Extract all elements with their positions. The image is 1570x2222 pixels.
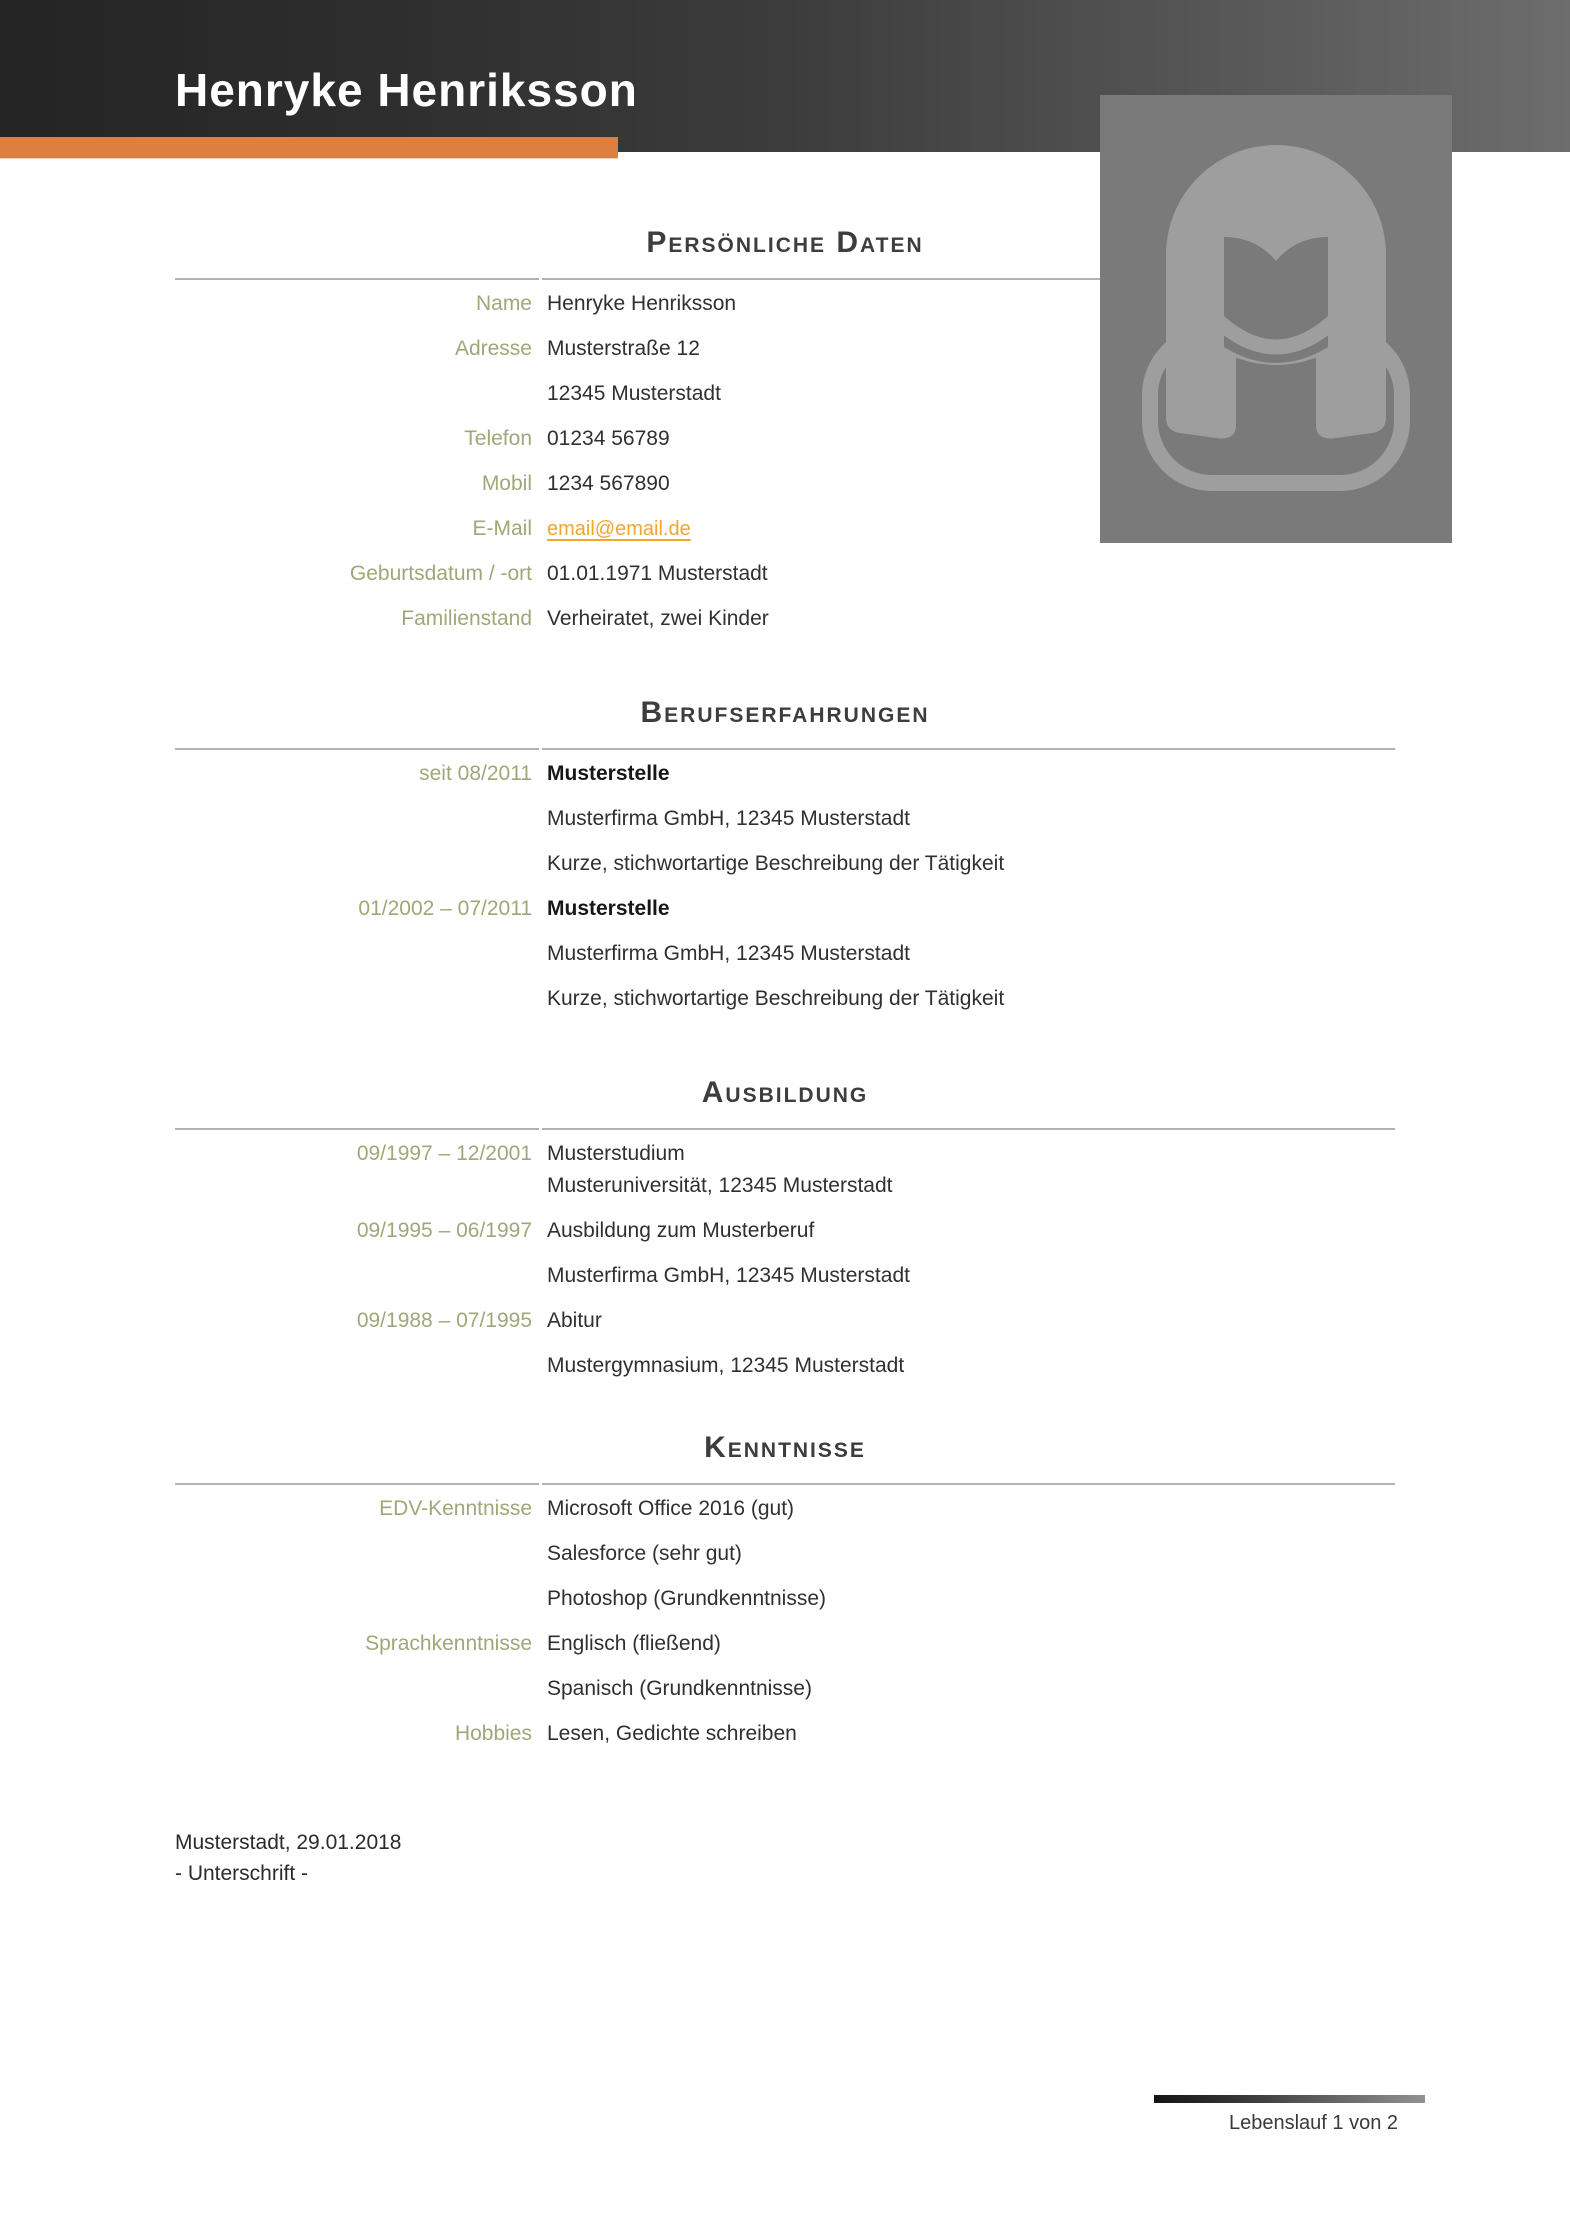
row-geburtsdatum (175, 562, 1395, 586)
row-job-2-company (175, 942, 1395, 966)
education-rows (175, 1142, 1395, 1378)
row-job-1-company (175, 807, 1395, 831)
education-institution: Musteruniversität, 12345 Musterstadt (547, 1174, 893, 1197)
section-title: Kenntnisse (704, 1431, 866, 1464)
row-job-1-description (175, 852, 1395, 876)
row-studium (175, 1142, 1395, 1198)
skill-category (175, 1587, 532, 1611)
date-range: 09/1995 – 06/1997 (356, 1219, 532, 1242)
row-hobbies (175, 1722, 1395, 1746)
section-ausbildung (175, 1078, 1395, 1399)
date-range: seit 08/2011 (419, 762, 532, 785)
field-label: Telefon (464, 427, 532, 450)
section-berufserfahrungen (175, 698, 1395, 1032)
skill-category (175, 1542, 532, 1566)
skill-value: Salesforce (sehr gut) (547, 1542, 742, 1565)
date-range (175, 807, 532, 831)
section-divider (175, 1128, 1395, 1130)
education-title: Ausbildung zum Musterberuf (547, 1219, 815, 1242)
skills-rows (175, 1497, 1395, 1746)
field-value: Henryke Henriksson (547, 292, 737, 315)
date-range: 01/2002 – 07/2011 (358, 897, 532, 920)
signature-place-date: Musterstadt, 29.01.2018 (175, 1831, 402, 1854)
skill-value: Englisch (fließend) (547, 1632, 721, 1655)
field-value: 01.01.1971 Musterstadt (547, 562, 768, 585)
row-ausbildung-firma (175, 1264, 1395, 1288)
job-title: Musterstelle (547, 762, 670, 785)
row-sprachen-1 (175, 1632, 1395, 1656)
photo-placeholder (1100, 95, 1452, 543)
female-portrait-icon (1100, 95, 1452, 543)
row-edv-3 (175, 1587, 1395, 1611)
field-value: Musterstraße 12 (547, 337, 700, 360)
date-range: 09/1997 – 12/2001 (356, 1142, 532, 1165)
company: Musterfirma GmbH, 12345 Musterstadt (547, 942, 910, 965)
signature-block (175, 1827, 401, 1889)
section-title: Ausbildung (701, 1076, 869, 1109)
row-edv-2 (175, 1542, 1395, 1566)
date-range (175, 1264, 532, 1288)
job-description: Kurze, stichwortartige Beschreibung der Tätigkeit (547, 852, 1005, 875)
field-label (175, 382, 532, 406)
skill-value: Photoshop (Grundkenntnisse) (547, 1587, 826, 1610)
row-job-2-title (175, 897, 1395, 921)
field-value: 1234 567890 (547, 472, 670, 495)
skill-value: Spanisch (Grundkenntnisse) (547, 1677, 812, 1700)
email-link[interactable]: email@email.de (547, 518, 691, 540)
education-institution: Musterfirma GmbH, 12345 Musterstadt (547, 1264, 910, 1287)
field-value: 01234 56789 (547, 427, 670, 450)
section-divider (175, 1483, 1395, 1485)
education-institution: Mustergymnasium, 12345 Musterstadt (547, 1354, 905, 1377)
field-label: Name (475, 292, 532, 315)
skill-value: Microsoft Office 2016 (gut) (547, 1497, 795, 1520)
skill-value: Lesen, Gedichte schreiben (547, 1722, 797, 1745)
education-entry (547, 1142, 1395, 1198)
row-sprachen-2 (175, 1677, 1395, 1701)
company: Musterfirma GmbH, 12345 Musterstadt (547, 807, 910, 830)
date-range (175, 987, 532, 1011)
skill-category (175, 1677, 532, 1701)
row-job-1-title (175, 762, 1395, 786)
row-ausbildung-titel (175, 1219, 1395, 1243)
section-title: Persönliche Daten (646, 226, 924, 259)
date-range (175, 942, 532, 966)
skill-category: Hobbies (454, 1722, 532, 1745)
section-kenntnisse (175, 1433, 1395, 1767)
field-label: Familienstand (401, 607, 532, 630)
signature-note: - Unterschrift - (175, 1862, 309, 1885)
row-job-2-description (175, 987, 1395, 1011)
header-accent-bar (0, 137, 618, 158)
field-label: Adresse (454, 337, 532, 360)
row-edv-1 (175, 1497, 1395, 1521)
date-range (175, 852, 532, 876)
field-label: Mobil (481, 472, 532, 495)
row-gymnasium (175, 1354, 1395, 1378)
field-value: 12345 Musterstadt (547, 382, 721, 405)
skill-category: EDV-Kenntnisse (379, 1497, 532, 1520)
section-divider (175, 748, 1395, 750)
field-label: E-Mail (472, 517, 532, 540)
section-title: Berufserfahrungen (640, 696, 930, 729)
skill-category: Sprachkenntnisse (365, 1632, 532, 1655)
footer-gradient-bar (1154, 2095, 1425, 2103)
row-abitur (175, 1309, 1395, 1333)
page-indicator: Lebenslauf 1 von 2 (1228, 2112, 1398, 2134)
job-title: Musterstelle (547, 897, 670, 920)
job-description: Kurze, stichwortartige Beschreibung der Tätigkeit (547, 987, 1005, 1010)
field-value: Verheiratet, zwei Kinder (547, 607, 769, 630)
date-range: 09/1988 – 07/1995 (356, 1309, 532, 1332)
education-title: Musterstudium (547, 1142, 685, 1165)
date-range (175, 1354, 532, 1378)
education-title: Abitur (547, 1309, 602, 1332)
experience-rows (175, 762, 1395, 1011)
field-label: Geburtsdatum / -ort (349, 562, 532, 585)
person-name: Henryke Henriksson (175, 64, 638, 116)
row-familienstand (175, 607, 1395, 631)
